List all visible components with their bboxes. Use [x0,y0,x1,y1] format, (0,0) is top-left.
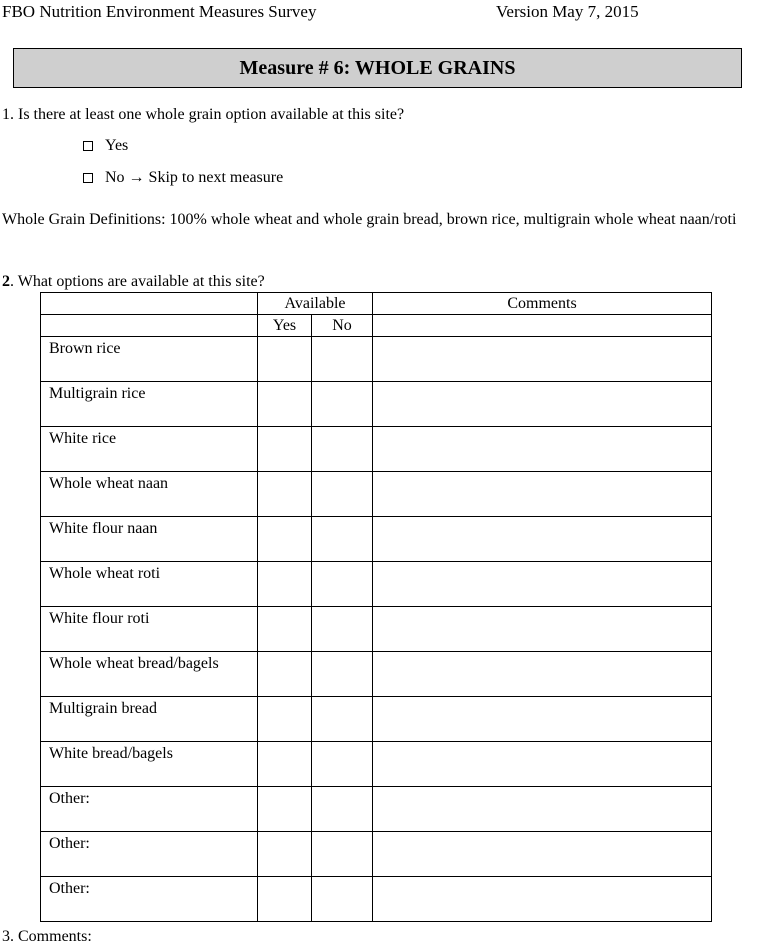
table-row [41,742,712,787]
row-no-cell[interactable] [312,337,373,382]
row-item-label: Whole wheat naan [41,472,258,517]
row-item-label: Brown rice [41,337,258,382]
checkbox-yes[interactable] [83,141,93,151]
table-row [41,562,712,607]
row-yes-cell[interactable] [258,517,312,562]
table-header-no: No [312,315,373,337]
row-comments-cell[interactable] [373,562,712,607]
row-comments-cell[interactable] [373,742,712,787]
row-no-cell[interactable] [312,832,373,877]
table-row [41,472,712,517]
header-version: Version May 7, 2015 [496,2,639,21]
row-yes-cell[interactable] [258,472,312,517]
table-row [41,337,712,382]
table-row [41,832,712,877]
row-no-cell[interactable] [312,427,373,472]
row-comments-cell[interactable] [373,517,712,562]
row-yes-cell[interactable] [258,697,312,742]
row-no-cell[interactable] [312,697,373,742]
table-header-comments: Comments [373,293,712,315]
row-no-cell[interactable] [312,787,373,832]
row-no-cell[interactable] [312,742,373,787]
row-no-cell[interactable] [312,652,373,697]
row-comments-cell[interactable] [373,697,712,742]
header-survey-name: FBO Nutrition Environment Measures Survey [2,2,317,21]
table-row [41,382,712,427]
row-item-label: White flour naan [41,517,258,562]
row-item-label: Other: [41,832,258,877]
table-row [41,877,712,922]
table-body [41,337,712,922]
row-no-cell[interactable] [312,382,373,427]
question-2-text: . What options are available at this site? [10,273,265,290]
table-row [41,697,712,742]
table-header-yes: Yes [258,315,312,337]
q1-option-yes-label: Yes [105,137,129,154]
row-item-label: White rice [41,427,258,472]
row-comments-cell[interactable] [373,652,712,697]
q1-option-yes[interactable] [83,137,128,155]
row-yes-cell[interactable] [258,427,312,472]
row-item-label: Whole wheat bread/bagels [41,652,258,697]
row-yes-cell[interactable] [258,832,312,877]
table-row [41,787,712,832]
row-item-label: White bread/bagels [41,742,258,787]
row-comments-cell[interactable] [373,472,712,517]
row-comments-cell[interactable] [373,607,712,652]
row-comments-cell[interactable] [373,337,712,382]
row-no-cell[interactable] [312,607,373,652]
question-3: 3. Comments: [2,928,92,945]
row-comments-cell[interactable] [373,787,712,832]
table-row [41,607,712,652]
table-row [41,517,712,562]
row-yes-cell[interactable] [258,337,312,382]
row-yes-cell[interactable] [258,607,312,652]
table-header-row-2 [41,315,712,337]
row-item-label: Multigrain rice [41,382,258,427]
row-item-label: White flour roti [41,607,258,652]
row-item-label: Whole wheat roti [41,562,258,607]
question-1: 1. Is there at least one whole grain option available at this site? [2,106,405,123]
row-comments-cell[interactable] [373,382,712,427]
row-no-cell[interactable] [312,562,373,607]
whole-grain-definitions: Whole Grain Definitions: 100% whole wheat and whole grain bread, brown rice, multigrain whole wheat naan/roti [2,211,737,228]
row-no-cell[interactable] [312,877,373,922]
q1-option-no-label: No → Skip to next measure [105,169,284,186]
row-no-cell[interactable] [312,472,373,517]
question-2 [2,273,265,291]
whole-grain-options-table [40,292,712,922]
q1-option-no[interactable] [83,169,283,187]
table-header-blank-2 [41,315,258,337]
row-no-cell[interactable] [312,517,373,562]
checkbox-no[interactable] [83,173,93,183]
row-yes-cell[interactable] [258,787,312,832]
table-header-blank-3 [373,315,712,337]
row-yes-cell[interactable] [258,652,312,697]
row-yes-cell[interactable] [258,382,312,427]
table-row [41,427,712,472]
row-yes-cell[interactable] [258,562,312,607]
row-comments-cell[interactable] [373,832,712,877]
table-header-blank [41,293,258,315]
table-header-row-1 [41,293,712,315]
question-2-number: 2 [2,273,10,290]
table-row [41,652,712,697]
row-comments-cell[interactable] [373,877,712,922]
table-header-available: Available [258,293,373,315]
row-item-label: Multigrain bread [41,697,258,742]
row-yes-cell[interactable] [258,742,312,787]
row-yes-cell[interactable] [258,877,312,922]
row-comments-cell[interactable] [373,427,712,472]
row-item-label: Other: [41,787,258,832]
measure-title: Measure # 6: WHOLE GRAINS [13,48,742,88]
row-item-label: Other: [41,877,258,922]
